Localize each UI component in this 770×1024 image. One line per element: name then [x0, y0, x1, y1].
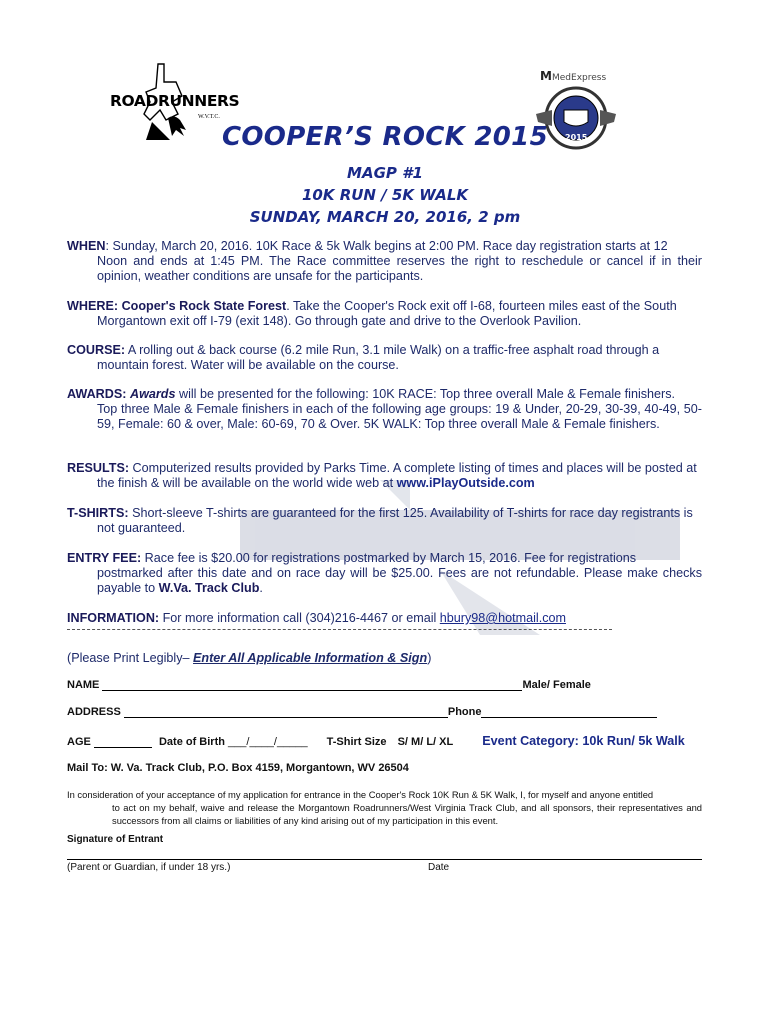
awards-text: will be presented for the following: 10K RACE: Top three overall Male & Female finishers.	[175, 387, 676, 401]
section-tshirts	[67, 506, 702, 536]
svg-text:ROADRUNNERS: ROADRUNNERS	[110, 92, 240, 110]
awards-label: AWARDS:	[67, 387, 127, 401]
date-text: Date	[428, 862, 450, 873]
print-note-post: )	[427, 651, 432, 665]
when-continued: Noon and ends at 1:45 PM. The Race committee reserves the right to reschedule or cancel if in their opinion, weather conditions are unsafe for the participants.	[97, 254, 702, 283]
section-course	[67, 343, 702, 373]
svg-text:W.V.T.C.: W.V.T.C.	[198, 114, 220, 120]
event-category[interactable]: Event Category: 10k Run/ 5k Walk	[482, 734, 685, 748]
phone-label: Phone	[447, 706, 482, 718]
tshirts-continued: not guaranteed.	[97, 521, 186, 535]
signature-line[interactable]	[67, 859, 702, 860]
section-fee	[67, 551, 702, 596]
guardian-label	[67, 862, 230, 873]
age-label: AGE	[67, 736, 91, 748]
name-label: NAME	[67, 679, 100, 691]
tshirts-label: T-SHIRTS:	[67, 506, 129, 520]
fee-payee: W.Va. Track Club	[158, 581, 260, 595]
address-label: ADDRESS	[67, 706, 121, 718]
when-text: : Sunday, March 20, 2016. 10K Race & 5k Walk begins at 2:00 PM. Race day registration starts at 12	[105, 239, 668, 253]
awards-continued: Top three Male & Female finishers in each of the following age groups: 19 & Under, 20-29, 30-39, 40-49, 50-59, Female: 60 & over, Male: 60-69, 70 & Over. 5K WALK: Top three overall Male & Female finishers.	[97, 402, 702, 431]
dob-label: Date of Birth	[158, 736, 225, 748]
course-continued: mountain forest. Water will be available on the course.	[97, 358, 399, 372]
course-label: COURSE:	[67, 343, 126, 357]
svg-text:M: M	[540, 69, 552, 83]
cut-line	[67, 629, 612, 630]
awards-word: Awards	[129, 387, 176, 401]
svg-text:MedExpress: MedExpress	[552, 73, 607, 83]
address-field[interactable]	[124, 706, 448, 718]
address-row	[67, 706, 657, 718]
section-info	[67, 611, 702, 626]
phone-field[interactable]	[481, 706, 657, 718]
section-results	[67, 461, 702, 491]
signature-text: Signature of Entrant	[67, 834, 164, 845]
results-continued	[67, 476, 702, 491]
signature-label	[67, 834, 163, 845]
date-label	[428, 862, 449, 873]
tshirt-sizes[interactable]: S/ M/ L/ XL	[397, 736, 454, 748]
fee-end: .	[259, 581, 263, 595]
when-label: WHEN	[67, 239, 106, 253]
course-text: A rolling out & back course (6.2 mile Run, 3.1 mile Walk) on a traffic-free asphalt road through a	[125, 343, 660, 357]
results-label: RESULTS:	[67, 461, 130, 475]
tshirts-text: Short-sleeve T-shirts are guaranteed for the first 125. Availability of T-shirts for race day registrants is	[128, 506, 693, 520]
age-row	[67, 734, 707, 748]
info-email-link[interactable]: hbury98@hotmail.com	[439, 611, 566, 625]
tshirt-label: T-Shirt Size	[326, 736, 387, 748]
fee-label: ENTRY FEE:	[67, 551, 142, 565]
section-where	[67, 299, 702, 329]
results-rest: the finish & will be available on the world wide web at	[97, 476, 397, 490]
mail-to	[67, 762, 409, 774]
print-note-pre: (Please Print Legibly–	[67, 651, 194, 665]
fee-continued	[67, 566, 702, 596]
name-field[interactable]	[102, 679, 522, 691]
age-field[interactable]	[94, 736, 152, 748]
svg-text:2015: 2015	[565, 133, 588, 142]
fee-text: Race fee is $20.00 for registrations postmarked by March 15, 2016. Fee for registrations	[141, 551, 637, 565]
mail-to-text: Mail To: W. Va. Track Club, P.O. Box 4159, Morgantown, WV 26504	[67, 762, 409, 774]
where-continued: Morgantown exit off I-79 (exit 148). Go through gate and drive to the Overlook Pavilion.	[97, 314, 582, 328]
print-note-emphasis: Enter All Applicable Information & Sign	[193, 651, 428, 665]
subtitle-date: SUNDAY, MARCH 20, 2016, 2 pm	[249, 208, 521, 226]
where-label: WHERE: Cooper's Rock State Forest	[67, 299, 287, 313]
where-text: . Take the Cooper's Rock exit off I-68, fourteen miles east of the South	[286, 299, 677, 313]
subtitle-magp: MAGP #1	[347, 164, 423, 182]
results-link[interactable]: www.iPlayOutside.com	[396, 476, 535, 490]
section-awards	[67, 387, 702, 432]
subtitle-events: 10K RUN / 5K WALK	[301, 186, 468, 204]
results-text: Computerized results provided by Parks Time. A complete listing of times and places will be posted at	[129, 461, 697, 475]
gender-label: Male/ Female	[522, 679, 591, 691]
print-legibly-note	[67, 651, 431, 665]
fee-rest: postmarked after this date and on race day will be $25.00. Fees are not refundable. Please make checks payable to	[97, 566, 702, 595]
info-label: INFORMATION:	[67, 611, 160, 625]
page-title: COOPER’S ROCK 2015	[222, 122, 548, 152]
waiver-continued: to act on my behalf, waive and release the Morgantown Roadrunners/West Virginia Track Club, and all sponsors, their representatives and successors from all claims or liabilities of any kind arising out of my participation in this event.	[112, 802, 702, 826]
dob-field[interactable]: ___/____/_____	[228, 736, 308, 748]
guardian-text: (Parent or Guardian, if under 18 yrs.)	[67, 862, 231, 873]
waiver-line1: In consideration of your acceptance of my application for entrance in the Cooper's Rock 10K Run & 5K Walk, I, for myself and anyone entitled	[67, 789, 654, 800]
waiver-text	[67, 788, 702, 827]
info-text: For more information call (304)216-4467 or email	[159, 611, 440, 625]
name-row	[67, 679, 591, 691]
section-when	[67, 239, 702, 284]
